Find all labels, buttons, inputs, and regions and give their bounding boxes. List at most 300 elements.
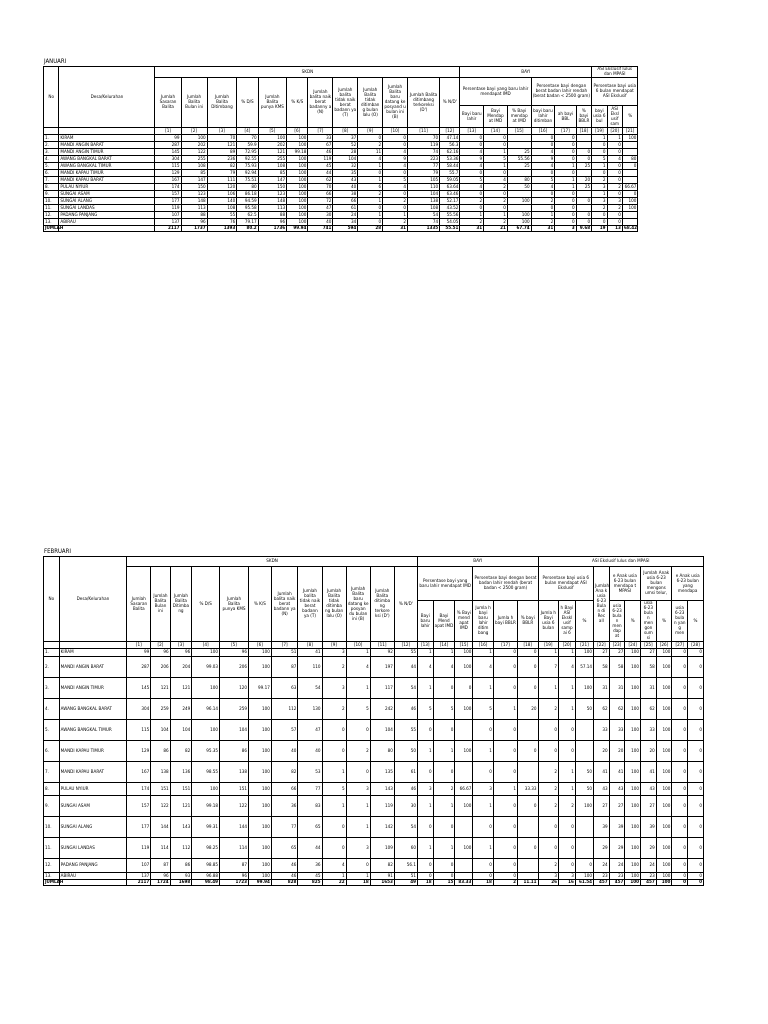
section-asi: ASI Ekslusif lulus dan MPASI	[538, 557, 703, 567]
row-number: 10.	[44, 817, 60, 838]
table-cell: 50	[575, 699, 593, 720]
table-row	[44, 191, 686, 198]
table-cell: 0	[460, 142, 484, 149]
february-month-label: FEBRUARI	[44, 548, 71, 555]
table-cell: 148	[181, 198, 207, 205]
table-cell: 0	[622, 191, 637, 198]
table-cell: 3	[559, 873, 576, 880]
table-cell: 123	[181, 191, 207, 198]
table-cell: 5	[460, 177, 484, 184]
table-cell: 6	[358, 184, 383, 191]
table-cell: 304	[155, 156, 181, 163]
table-cell: 2	[460, 219, 484, 226]
column-c10: Jumlah Balita baru datang ke posyand u bulan ini (B)	[383, 78, 408, 128]
table-cell: 31	[594, 678, 610, 699]
table-cell: 1	[346, 678, 370, 699]
table-cell: 4	[531, 184, 555, 191]
column-desa: Desa/Kelurahan	[59, 557, 127, 642]
table-cell: 1	[473, 649, 494, 657]
table-cell	[518, 859, 539, 873]
table-cell: 52.17	[440, 198, 460, 205]
table-cell: 100	[192, 720, 220, 741]
column-c13: Bayi baru lahir	[417, 601, 433, 642]
table-cell: 100	[625, 873, 641, 880]
column-index: [15]	[455, 642, 473, 649]
table-cell: 100	[656, 762, 672, 783]
column-c10: Jumlah Balita baru datang ke posyan du bulan ini (B)	[346, 567, 370, 642]
table-cell: 0	[555, 142, 576, 149]
table-cell: 0	[460, 191, 484, 198]
table-cell: 46	[308, 149, 333, 156]
table-cell: 2	[322, 657, 346, 678]
table-cell: 0	[592, 170, 607, 177]
table-cell: 99.17	[248, 678, 271, 699]
table-cell: 2	[484, 198, 508, 205]
table-cell: 157	[127, 796, 151, 817]
table-cell: 56.3	[440, 142, 460, 149]
table-cell: 100	[656, 657, 672, 678]
table-cell: 80	[237, 184, 258, 191]
table-cell: 67	[308, 142, 333, 149]
table-cell: 100	[622, 198, 637, 205]
group-imd: Persentase bayi yang baru lahir mendapat IMD	[417, 567, 472, 601]
total-cell: 80.2	[237, 226, 258, 232]
table-cell: 29	[641, 838, 657, 859]
table-cell	[575, 741, 593, 762]
table-cell: 151	[220, 783, 249, 796]
table-cell: 145	[155, 149, 181, 156]
table-cell: 0	[484, 135, 508, 142]
column-c9: Jumlah Balita tidak ditimban g bulan lalu (O)	[358, 78, 383, 128]
total-cell: 31	[460, 226, 484, 232]
table-cell: 100	[656, 783, 672, 796]
table-cell: 96	[258, 219, 286, 226]
table-cell: 3	[322, 678, 346, 699]
table-cell: 36	[298, 859, 322, 873]
table-cell: 2	[538, 783, 559, 796]
table-cell	[576, 135, 591, 142]
table-cell: 82	[170, 741, 192, 762]
row-number: 8.	[44, 184, 59, 191]
total-cell: 19	[592, 226, 607, 232]
table-cell: 137	[127, 873, 151, 880]
total-cell: 594	[333, 226, 358, 232]
table-cell: 104	[370, 720, 394, 741]
table-cell: 1	[538, 678, 559, 699]
column-c9: Jumlah Balita tidak ditimba ng bulan lalu (O)	[322, 567, 346, 642]
table-cell: 100	[625, 838, 641, 859]
column-c1: Jumlah Sasaran Balita	[155, 78, 181, 128]
column-index: [1]	[127, 642, 151, 649]
table-cell: 1	[559, 783, 576, 796]
table-cell: 1	[417, 649, 433, 657]
table-cell: 96	[151, 649, 170, 657]
table-cell: 100	[455, 699, 473, 720]
table-cell: 0	[473, 859, 494, 873]
column-c1: Jumlah Sasaran Balita	[127, 567, 151, 642]
row-number: 1.	[44, 135, 59, 142]
section-bayi: BAYI	[417, 557, 538, 567]
table-cell: 95.35	[192, 741, 220, 762]
total-cell: 28	[358, 226, 383, 232]
table-cell: 255	[258, 156, 286, 163]
table-cell: 0	[417, 873, 433, 880]
table-cell: 57.14	[575, 657, 593, 678]
village-name: PULAU NYIUR	[59, 783, 127, 796]
village-name: MANDI KAPAU BARAT	[59, 762, 127, 783]
table-cell: 119	[308, 156, 333, 163]
table-cell: 167	[127, 762, 151, 783]
table-cell: 111	[207, 177, 237, 184]
village-name: KIRAM	[59, 135, 155, 142]
group-egg: Jumlah Anak usia 6-23 bulan mengons umsi telur,	[641, 567, 672, 601]
table-cell: 0	[688, 649, 704, 657]
table-cell: 92.55	[237, 156, 258, 163]
table-cell: 44	[308, 170, 333, 177]
table-cell: 0	[531, 205, 555, 212]
table-cell	[622, 219, 637, 226]
village-name: MANDI ANGIN BARAT	[59, 657, 127, 678]
table-cell: 66.67	[622, 184, 637, 191]
group-bblr: Persentase bayi dengan berat badan lahir rendah (berat badan < 2500 gram)	[473, 567, 538, 601]
table-row	[44, 678, 704, 699]
column-c11: Jumlah Balita ditimbang terkoreksi (D')	[408, 78, 440, 128]
table-cell: 2	[538, 762, 559, 783]
table-cell: 147	[181, 177, 207, 184]
table-cell: 54	[394, 678, 417, 699]
table-cell: 4	[559, 657, 576, 678]
table-cell: 100	[507, 212, 531, 219]
section-skdn: SKDN	[155, 67, 460, 78]
table-cell: 1	[322, 873, 346, 880]
table-cell: 0	[417, 817, 433, 838]
table-cell	[622, 170, 637, 177]
table-cell: 121	[258, 149, 286, 156]
table-cell: 100	[287, 198, 308, 205]
table-cell: 41	[641, 762, 657, 783]
table-cell: 0	[358, 219, 383, 226]
total-cell: 31	[531, 226, 555, 232]
table-cell: 1	[322, 762, 346, 783]
table-cell: 112	[170, 838, 192, 859]
table-cell: 46	[271, 859, 298, 873]
table-cell: 0	[383, 191, 408, 198]
table-cell: 54	[298, 678, 322, 699]
table-cell: 1	[322, 796, 346, 817]
table-cell: 77	[298, 783, 322, 796]
table-cell: 61	[333, 205, 358, 212]
table-cell: 0	[607, 191, 622, 198]
table-cell: 63.64	[440, 184, 460, 191]
table-cell: 0	[672, 817, 688, 838]
column-c15: % Bayi mendap at IMD	[507, 106, 531, 128]
table-cell: 100	[248, 762, 271, 783]
table-cell: 0	[559, 741, 576, 762]
column-index: [8]	[298, 642, 322, 649]
table-row	[44, 170, 686, 177]
table-cell: 0	[688, 741, 704, 762]
column-index: [13]	[417, 642, 433, 649]
table-cell: 1	[473, 838, 494, 859]
table-cell: 136	[170, 762, 192, 783]
total-cell: 0	[672, 880, 688, 886]
table-cell: 24	[641, 859, 657, 873]
table-cell: 0	[672, 873, 688, 880]
table-cell: 32	[333, 163, 358, 170]
row-number: 3.	[44, 149, 59, 156]
table-cell: 65	[298, 817, 322, 838]
table-cell: 143	[170, 817, 192, 838]
table-cell: 75.93	[237, 163, 258, 170]
table-cell: 79.17	[237, 219, 258, 226]
table-cell	[507, 191, 531, 198]
table-cell: 0	[575, 859, 593, 873]
table-cell: 100	[575, 678, 593, 699]
table-cell: 1	[433, 838, 455, 859]
table-cell: 5	[383, 177, 408, 184]
total-row	[44, 226, 686, 232]
table-cell: 100	[625, 720, 641, 741]
table-cell: 2	[484, 219, 508, 226]
table-cell: 30	[308, 212, 333, 219]
table-cell: 66	[333, 198, 358, 205]
column-index: [12]	[440, 128, 460, 135]
column-c28: %	[688, 601, 704, 642]
february-report-table	[43, 556, 704, 886]
column-index: [14]	[484, 128, 508, 135]
table-cell: 47	[298, 720, 322, 741]
row-number: 2.	[44, 142, 59, 149]
table-cell: 117	[370, 678, 394, 699]
table-cell: 70	[308, 184, 333, 191]
table-cell: 0	[433, 762, 455, 783]
table-cell: 100	[192, 678, 220, 699]
table-cell: 121	[170, 796, 192, 817]
table-cell: 2	[433, 783, 455, 796]
table-row	[44, 817, 704, 838]
table-cell: 1	[433, 649, 455, 657]
table-cell: 148	[258, 198, 286, 205]
table-cell: 259	[220, 699, 249, 720]
table-cell: 112	[271, 699, 298, 720]
table-cell: 50	[507, 184, 531, 191]
january-report-table	[43, 66, 686, 232]
table-cell: 43	[641, 783, 657, 796]
table-cell: 65	[271, 838, 298, 859]
table-cell: 0	[417, 859, 433, 873]
table-cell: 144	[151, 817, 170, 838]
table-row	[44, 184, 686, 191]
table-cell: 0	[531, 142, 555, 149]
table-cell: 129	[155, 170, 181, 177]
table-cell: 138	[220, 762, 249, 783]
total-cell: 16	[559, 880, 576, 886]
table-cell: 100	[248, 873, 271, 880]
table-cell: 50	[575, 762, 593, 783]
group-bblr: Persentase bayi dengan berat badan lahir rendah (berat badan < 2500 gram)	[531, 78, 592, 106]
table-cell: 79	[408, 170, 440, 177]
table-cell: 4	[417, 657, 433, 678]
column-index: [15]	[507, 128, 531, 135]
table-cell	[507, 170, 531, 177]
table-cell: 0	[576, 156, 591, 163]
table-cell: 0	[688, 859, 704, 873]
table-cell: 55	[394, 720, 417, 741]
table-cell: 121	[151, 678, 170, 699]
table-cell: 4	[433, 657, 455, 678]
table-cell: 85	[181, 170, 207, 177]
table-cell: 0	[531, 191, 555, 198]
table-cell: 177	[155, 198, 181, 205]
table-cell: 0	[346, 720, 370, 741]
table-cell: 57	[271, 720, 298, 741]
column-index: [19]	[592, 128, 607, 135]
table-cell: 4	[484, 177, 508, 184]
column-index: [4]	[192, 642, 220, 649]
table-cell: 0	[484, 170, 508, 177]
column-c21: %	[575, 601, 593, 642]
table-cell: 1	[559, 678, 576, 699]
table-cell: 100	[656, 859, 672, 873]
total-label: JUMLAH	[45, 880, 64, 885]
table-cell: 122	[151, 796, 170, 817]
table-cell: 23	[609, 873, 625, 880]
table-cell: 100	[287, 163, 308, 170]
table-cell: 92.94	[237, 170, 258, 177]
table-cell: 115	[127, 720, 151, 741]
column-c7: Jumlah balita naik berat badanny a (N)	[308, 78, 333, 128]
table-cell: 0	[322, 817, 346, 838]
table-cell: 0	[322, 838, 346, 859]
table-cell: 1	[484, 163, 508, 170]
table-cell: 88	[181, 212, 207, 219]
column-c16: Jumla h bayi baru lahir ditim bang	[473, 601, 494, 642]
table-cell: 63.46	[440, 191, 460, 198]
table-cell: 121	[207, 142, 237, 149]
table-cell: 29	[594, 838, 610, 859]
table-cell: 1	[555, 163, 576, 170]
table-cell: 59.9	[237, 142, 258, 149]
table-cell: 0	[473, 873, 494, 880]
table-cell: 74	[408, 149, 440, 156]
table-cell: 0	[493, 678, 517, 699]
table-cell: 62.16	[440, 149, 460, 156]
table-cell: 100	[625, 699, 641, 720]
table-cell	[576, 205, 591, 212]
table-cell: 135	[370, 762, 394, 783]
table-cell: 76	[207, 219, 237, 226]
row-number: 11.	[44, 838, 60, 859]
table-cell: 1	[559, 762, 576, 783]
table-cell: 58	[594, 657, 610, 678]
total-cell: 100	[656, 880, 672, 886]
column-index: [11]	[408, 128, 440, 135]
table-cell: 0	[460, 170, 484, 177]
village-name: MANDI KAPAU TIMUR	[59, 741, 127, 762]
table-row	[44, 177, 686, 184]
table-cell	[518, 762, 539, 783]
total-cell: 11.11	[518, 880, 539, 886]
table-cell: 249	[170, 699, 192, 720]
column-index: [9]	[358, 128, 383, 135]
table-cell: 0	[555, 191, 576, 198]
table-cell: 100	[656, 838, 672, 859]
table-cell: 100	[248, 741, 271, 762]
table-cell: 0	[555, 212, 576, 219]
table-cell: 70	[408, 135, 440, 142]
total-cell: 68.42	[623, 226, 638, 231]
table-cell: 5	[484, 156, 508, 163]
table-cell: 0	[322, 720, 346, 741]
column-c14: Bayi Mendap at IMD	[484, 106, 508, 128]
table-cell: 287	[155, 142, 181, 149]
total-cell: 21	[484, 226, 508, 232]
table-cell: 100	[625, 741, 641, 762]
table-cell: 0	[493, 720, 517, 741]
column-index: [20]	[607, 128, 622, 135]
column-index: [19]	[538, 642, 559, 649]
column-c18: % bayi BBLR	[518, 601, 539, 642]
table-cell: 100	[455, 649, 473, 657]
column-index: [11]	[370, 642, 394, 649]
table-cell: 1	[417, 741, 433, 762]
table-cell: 87	[271, 657, 298, 678]
table-cell: 37	[333, 135, 358, 142]
table-cell: 1	[559, 649, 576, 657]
table-cell: 96	[151, 873, 170, 880]
table-cell: 100	[248, 796, 271, 817]
table-cell: 3	[592, 198, 607, 205]
table-cell: 0	[484, 191, 508, 198]
table-cell: 99.18	[192, 796, 220, 817]
column-c24: %	[625, 601, 641, 642]
table-cell: 85	[258, 170, 286, 177]
table-cell: 100	[287, 219, 308, 226]
village-name: KIRAM	[59, 649, 127, 657]
table-cell	[455, 762, 473, 783]
column-index: [24]	[625, 642, 641, 649]
table-cell: 0	[688, 762, 704, 783]
table-cell: 100	[287, 170, 308, 177]
column-c20: ASI Eksl usif sam	[607, 106, 622, 128]
column-c6: % K/S	[287, 78, 308, 128]
table-cell: 114	[220, 838, 249, 859]
table-cell: 145	[127, 678, 151, 699]
table-cell: 157	[155, 191, 181, 198]
table-cell: 0	[555, 135, 576, 142]
column-index: [14]	[433, 642, 455, 649]
table-cell: 0	[493, 859, 517, 873]
table-row	[44, 796, 704, 817]
table-row	[44, 741, 704, 762]
table-cell: 108	[258, 163, 286, 170]
table-cell: 4	[531, 149, 555, 156]
table-cell: 5	[473, 699, 494, 720]
total-cell: 26	[538, 880, 559, 886]
table-cell: 80	[370, 741, 394, 762]
table-cell: 100	[575, 873, 593, 880]
row-number: 13.	[44, 219, 59, 226]
table-cell: 4	[531, 163, 555, 170]
column-c16: bayi baru lahir ditimban	[531, 106, 555, 128]
table-cell: 0	[672, 678, 688, 699]
total-cell	[59, 226, 155, 232]
column-no: No	[44, 557, 60, 642]
table-cell: 86	[170, 859, 192, 873]
total-cell: 828	[271, 880, 298, 886]
table-cell: 104	[170, 720, 192, 741]
table-row	[44, 156, 686, 163]
